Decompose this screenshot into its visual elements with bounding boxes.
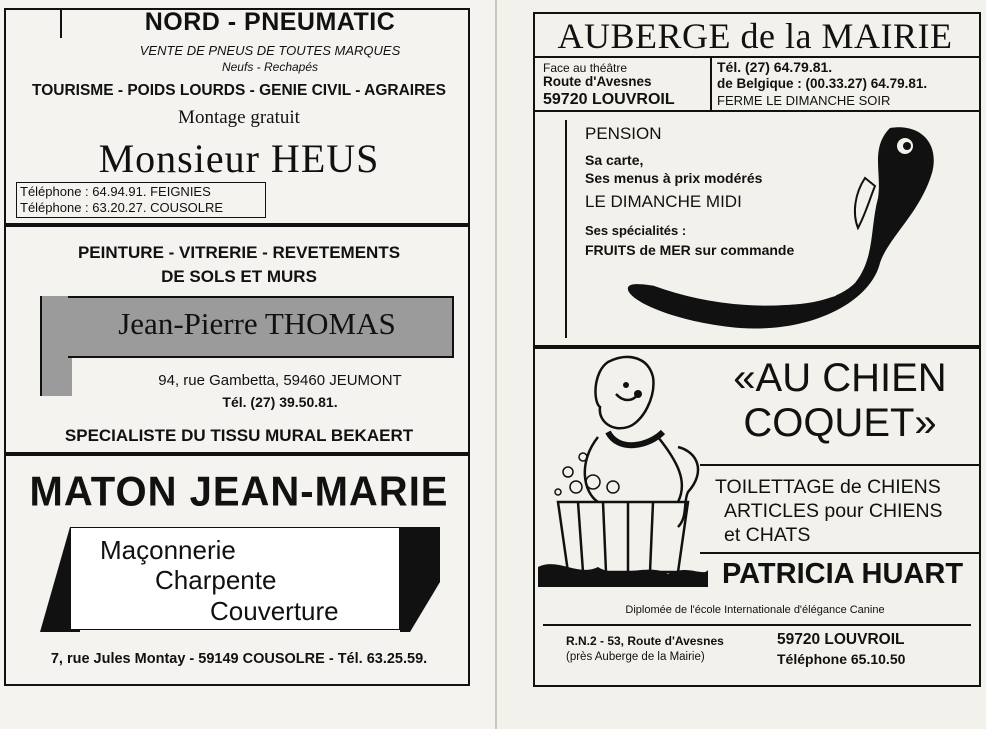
chien-postcode: 59720 LOUVROIL <box>777 631 905 648</box>
bubble <box>607 481 619 493</box>
auberge-title: AUBERGE de la MAIRIE <box>557 16 953 56</box>
auberge-tel: Tél. (27) 64.79.81. <box>717 59 833 75</box>
auberge-specialites: FRUITS de MER sur commande <box>585 242 795 258</box>
auberge-side-rule <box>565 120 567 338</box>
tub-staves <box>578 502 653 572</box>
dog-eye <box>623 382 629 388</box>
auberge-face: Face au théâtre <box>543 61 628 75</box>
eel-fin <box>855 178 875 228</box>
maton-address: 7, rue Jules Montay - 59149 COUSOLRE - Tél. 63.25.59. <box>50 651 428 667</box>
maton-title: MATON JEAN-MARIE <box>29 468 449 516</box>
thomas-name: Jean-Pierre THOMAS <box>118 306 396 341</box>
chien-services-rule <box>700 552 981 554</box>
auberge-tel-belgique: de Belgique : (00.33.27) 64.79.81. <box>717 76 928 91</box>
nord-categories: TOURISME - POIDS LOURDS - GENIE CIVIL - AGRAIRES <box>32 82 446 99</box>
nord-title: NORD - PNEUMATIC <box>144 8 396 36</box>
chien-title-rule <box>700 464 981 466</box>
chien-service-2: ARTICLES pour CHIENS <box>724 500 943 522</box>
chien-title-1: «AU CHIEN <box>733 356 947 400</box>
book-spine <box>495 0 497 729</box>
chien-service-1: TOILETTAGE de CHIENS <box>715 476 941 498</box>
dog-collar <box>608 432 663 445</box>
auberge-info-rule <box>533 110 981 112</box>
chien-route: R.N.2 - 53, Route d'Avesnes <box>566 634 724 648</box>
dog-head <box>595 357 653 428</box>
thomas-services-1: PEINTURE - VITRERIE - REVETEMENTS <box>77 243 401 262</box>
nord-phone-1: Téléphone : 64.94.91. FEIGNIES <box>20 184 211 199</box>
nord-subtitle2: Neufs - Rechapés <box>221 60 319 74</box>
nord-contact-name: Monsieur HEUS <box>98 136 380 181</box>
nord-montage: Montage gratuit <box>178 107 300 128</box>
nord-phone-box <box>16 182 266 218</box>
water-puddle <box>538 564 708 587</box>
thomas-address: 94, rue Gambetta, 59460 JEUMONT <box>158 372 402 389</box>
thomas-specialty: SPECIALISTE DU TISSU MURAL BEKAERT <box>64 426 414 445</box>
maton-trade-3: Couverture <box>210 596 339 626</box>
auberge-postcode: 59720 LOUVROIL <box>543 91 675 108</box>
maton-trade-1: Maçonnerie <box>100 535 236 565</box>
bubble <box>586 475 600 489</box>
dog-nose <box>634 390 642 398</box>
auberge-specialites-label: Ses spécialités : <box>585 223 687 238</box>
auberge-menus: Ses menus à prix modérés <box>585 170 763 186</box>
maton-trade-2: Charpente <box>155 565 277 595</box>
eel-body <box>628 127 934 328</box>
auberge-route: Route d'Avesnes <box>543 74 652 89</box>
nord-subtitle: VENTE DE PNEUS DE TOUTES MARQUES <box>139 43 401 58</box>
chien-diploma: Diplomée de l'école Internationale d'élégance Canine <box>625 604 885 616</box>
thomas-phone: Tél. (27) 39.50.81. <box>222 394 338 410</box>
auberge-carte: Sa carte, <box>585 152 644 168</box>
chien-owner: PATRICIA HUART <box>721 558 964 590</box>
chien-title-2: COQUET» <box>743 401 937 445</box>
auberge-dimanche: LE DIMANCHE MIDI <box>585 192 742 211</box>
bubble <box>555 489 561 495</box>
bubble <box>570 481 582 493</box>
chien-service-3: et CHATS <box>724 524 811 546</box>
bubble <box>563 467 573 477</box>
thomas-services-2: DE SOLS ET MURS <box>161 267 317 286</box>
eel-pupil <box>903 142 911 150</box>
auberge-title-rule <box>533 56 981 58</box>
chien-near: (près Auberge de la Mairie) <box>566 651 705 663</box>
eel-illustration <box>620 118 960 340</box>
chien-footer-rule <box>543 624 971 626</box>
nord-phone-2: Téléphone : 63.20.27. COUSOLRE <box>20 200 224 215</box>
chien-phone: Téléphone 65.10.50 <box>777 651 906 667</box>
auberge-pension: PENSION <box>585 124 662 143</box>
auberge-closed: FERME LE DIMANCHE SOIR <box>717 93 891 108</box>
auberge-info-divider <box>710 58 712 110</box>
dog-bath-illustration <box>538 352 708 587</box>
